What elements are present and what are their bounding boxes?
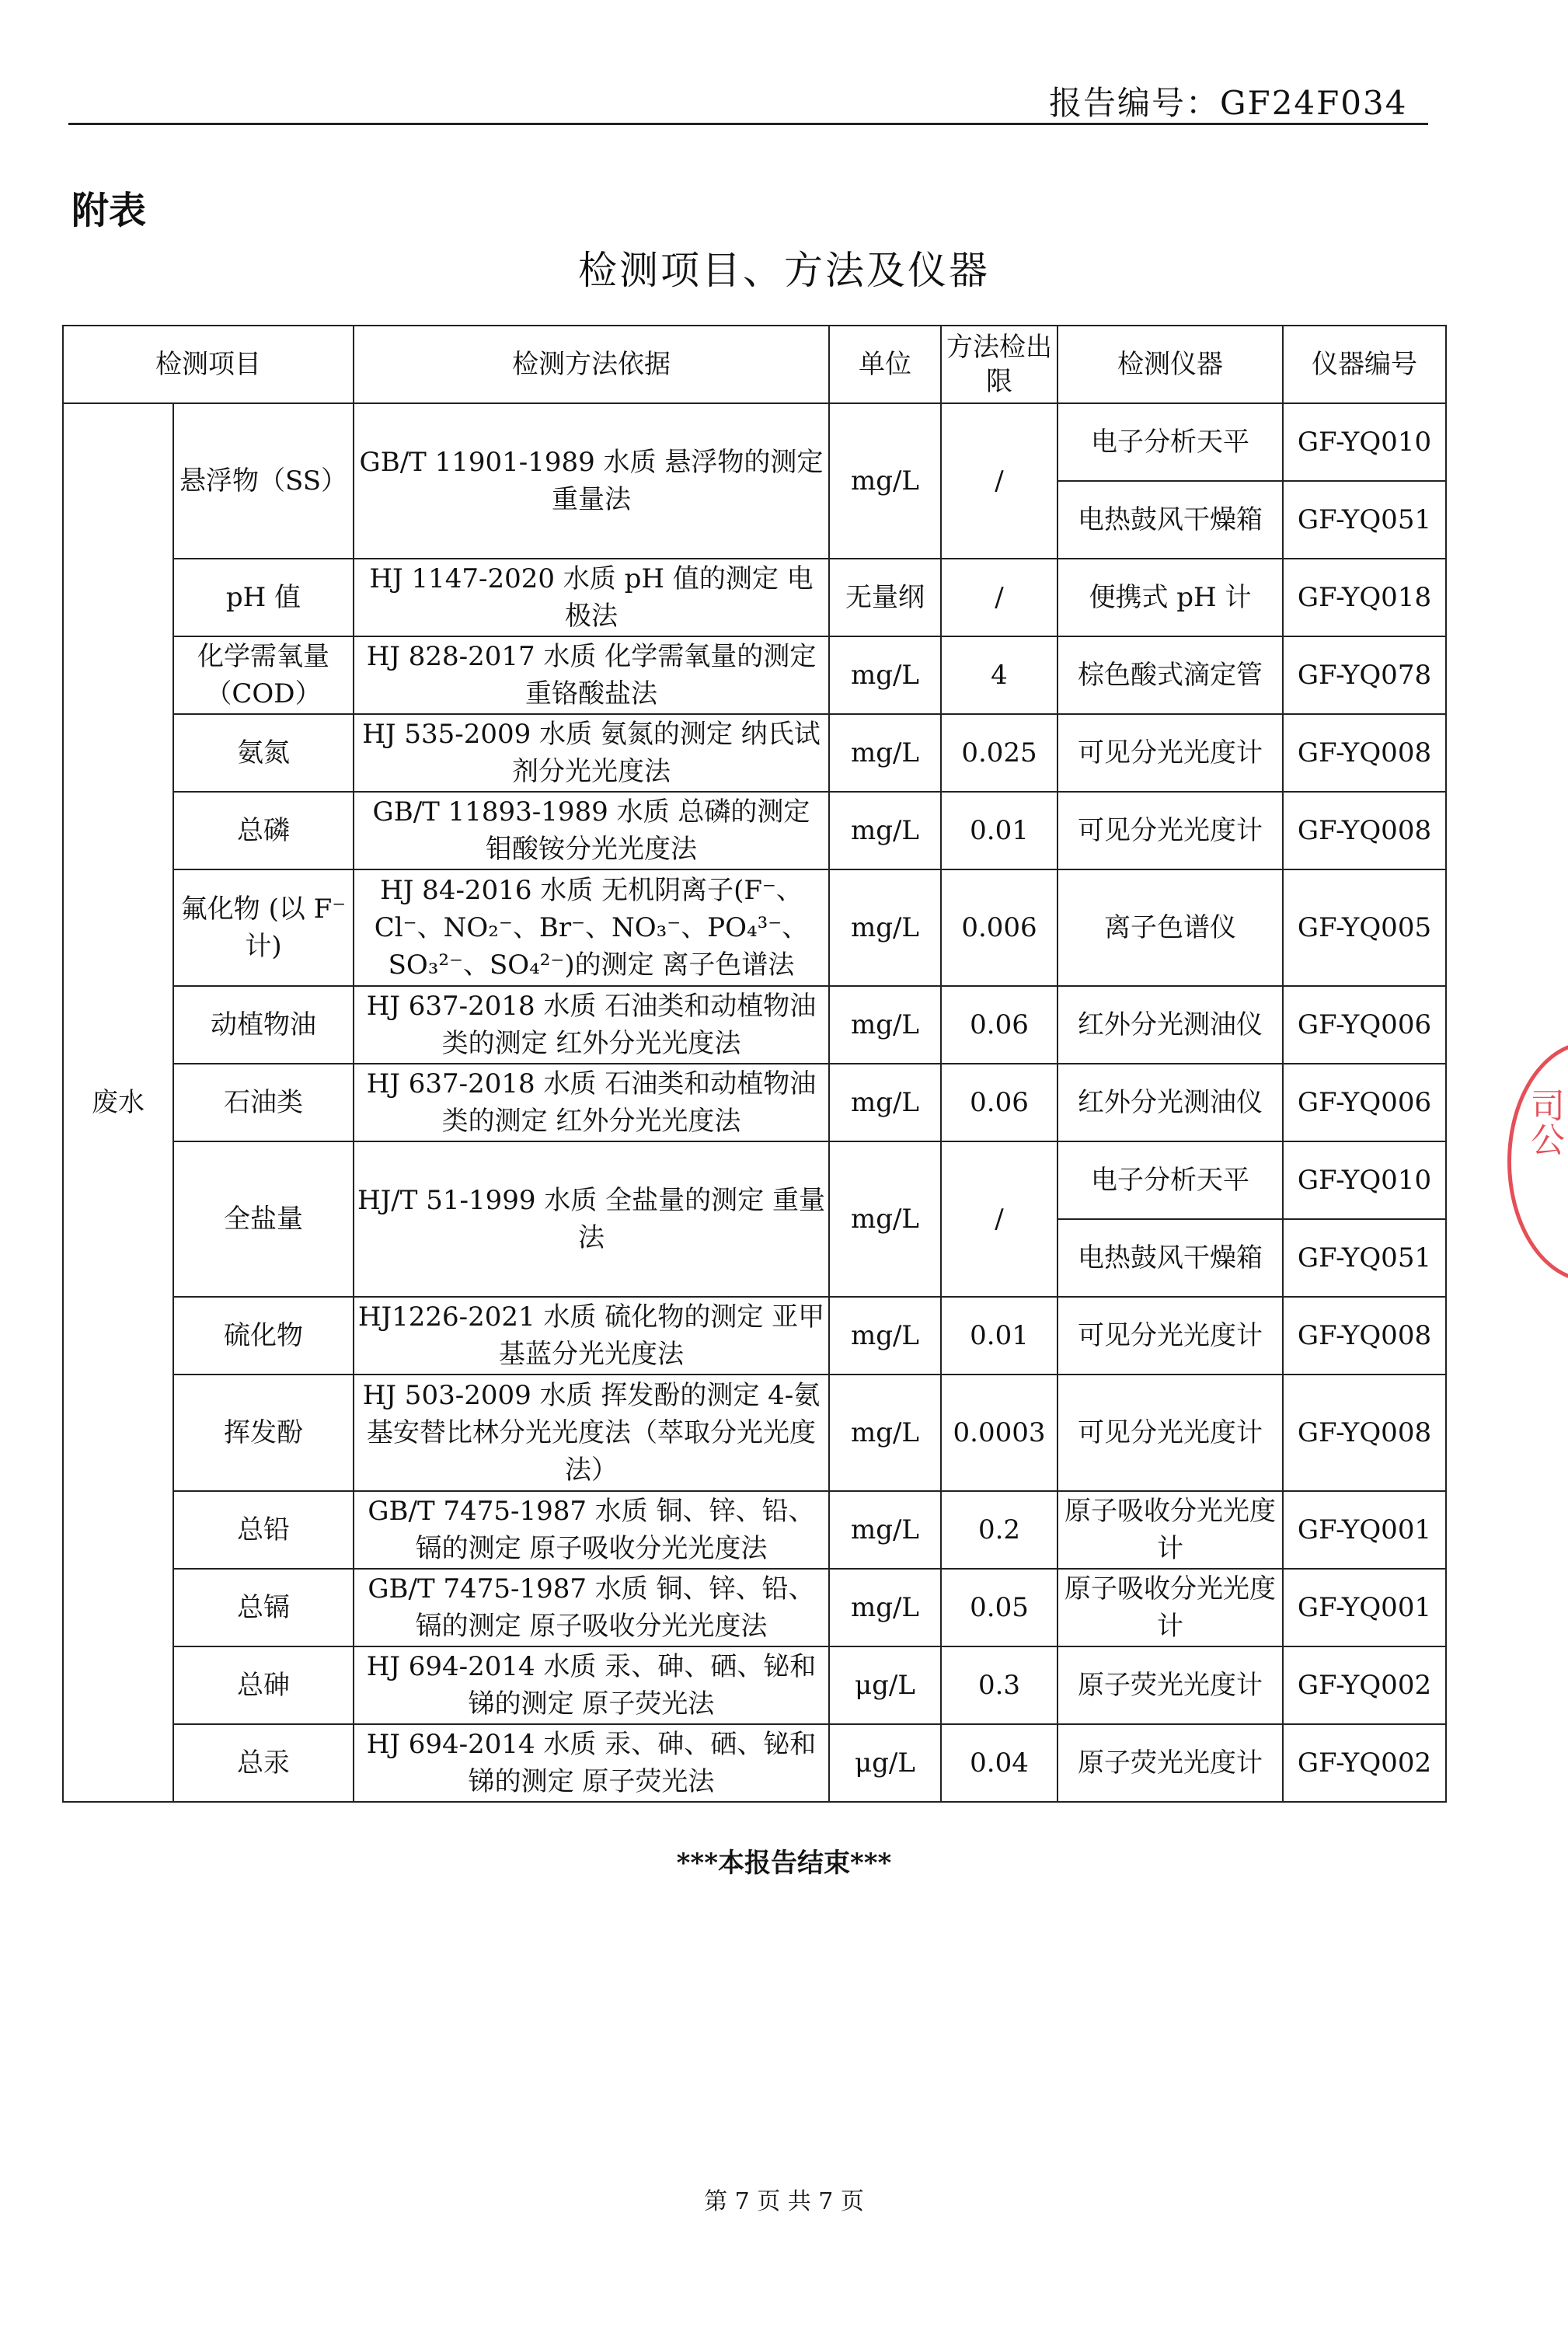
page-title: 检测项目、方法及仪器	[578, 248, 990, 293]
instrument-no-cell: GF-YQ001	[1283, 1569, 1446, 1646]
item-cell: 总磷	[173, 792, 354, 869]
header-instrument: 检测仪器	[1058, 326, 1283, 403]
header-limit: 方法检出限	[941, 326, 1058, 403]
table-row	[63, 1141, 1446, 1219]
page-footer: 第 7 页 共 7 页	[704, 2188, 864, 2215]
instrument-no-cell: GF-YQ051	[1283, 481, 1446, 559]
instrument-no-cell: GF-YQ006	[1283, 986, 1446, 1064]
method-cell: HJ 84-2016 水质 无机阴离子(F⁻、Cl⁻、NO₂⁻、Br⁻、NO₃⁻、PO₄³⁻、SO₃²⁻、SO₄²⁻)的测定 离子色谱法	[354, 869, 829, 986]
item-cell: 氨氮	[173, 714, 354, 792]
limit-cell: 0.006	[941, 869, 1058, 986]
header-item: 检测项目	[63, 326, 354, 403]
instrument-no-cell: GF-YQ008	[1283, 1375, 1446, 1491]
method-cell: HJ/T 51-1999 水质 全盐量的测定 重量法	[354, 1141, 829, 1297]
table-row	[63, 792, 1446, 869]
table-row	[63, 1724, 1446, 1802]
method-cell: HJ 637-2018 水质 石油类和动植物油类的测定 红外分光光度法	[354, 1064, 829, 1141]
instrument-cell: 原子荧光光度计	[1058, 1724, 1283, 1802]
method-cell: HJ 1147-2020 水质 pH 值的测定 电极法	[354, 559, 829, 636]
seal-stamp	[1507, 1041, 1568, 1282]
item-cell: 总砷	[173, 1646, 354, 1724]
table-row	[63, 1646, 1446, 1724]
report-number: 报告编号：GF24F034	[1049, 84, 1408, 122]
limit-cell: 0.2	[941, 1491, 1058, 1569]
table-header-row	[63, 326, 1446, 403]
item-cell: 悬浮物（SS）	[173, 403, 354, 559]
method-cell: HJ1226-2021 水质 硫化物的测定 亚甲基蓝分光光度法	[354, 1297, 829, 1375]
instrument-cell: 可见分光光度计	[1058, 792, 1283, 869]
item-cell: 化学需氧量（COD）	[173, 636, 354, 714]
limit-cell: 0.04	[941, 1724, 1058, 1802]
limit-cell: 0.06	[941, 986, 1058, 1064]
limit-cell: 4	[941, 636, 1058, 714]
limit-cell: 0.01	[941, 792, 1058, 869]
seal-stamp-text: 司公	[1524, 1088, 1564, 1156]
instrument-cell: 电子分析天平	[1058, 403, 1283, 481]
header-divider	[68, 123, 1428, 125]
unit-cell: mg/L	[829, 792, 941, 869]
instrument-cell: 原子荧光光度计	[1058, 1646, 1283, 1724]
table-row	[63, 1375, 1446, 1491]
instrument-cell: 可见分光光度计	[1058, 1375, 1283, 1491]
instrument-cell: 原子吸收分光光度计	[1058, 1569, 1283, 1646]
table-row	[63, 1064, 1446, 1141]
table-body	[63, 403, 1446, 1802]
unit-cell: mg/L	[829, 986, 941, 1064]
limit-cell: /	[941, 403, 1058, 559]
instrument-no-cell: GF-YQ006	[1283, 1064, 1446, 1141]
limit-cell: 0.05	[941, 1569, 1058, 1646]
instrument-cell: 可见分光光度计	[1058, 714, 1283, 792]
table-row	[63, 403, 1446, 481]
unit-cell: 无量纲	[829, 559, 941, 636]
limit-cell: /	[941, 559, 1058, 636]
instrument-no-cell: GF-YQ002	[1283, 1724, 1446, 1802]
table-row	[63, 1297, 1446, 1375]
instrument-no-cell: GF-YQ018	[1283, 559, 1446, 636]
limit-cell: 0.3	[941, 1646, 1058, 1724]
limit-cell: /	[941, 1141, 1058, 1297]
method-cell: HJ 828-2017 水质 化学需氧量的测定 重铬酸盐法	[354, 636, 829, 714]
instrument-cell: 电热鼓风干燥箱	[1058, 1219, 1283, 1297]
unit-cell: μg/L	[829, 1646, 941, 1724]
unit-cell: mg/L	[829, 403, 941, 559]
instrument-no-cell: GF-YQ010	[1283, 403, 1446, 481]
method-cell: GB/T 7475-1987 水质 铜、锌、铅、镉的测定 原子吸收分光光度法	[354, 1569, 829, 1646]
table-row	[63, 986, 1446, 1064]
unit-cell: mg/L	[829, 1375, 941, 1491]
method-cell: GB/T 11893-1989 水质 总磷的测定 钼酸铵分光光度法	[354, 792, 829, 869]
item-cell: 总汞	[173, 1724, 354, 1802]
instrument-no-cell: GF-YQ001	[1283, 1491, 1446, 1569]
unit-cell: mg/L	[829, 1064, 941, 1141]
item-cell: 动植物油	[173, 986, 354, 1064]
test-methods-table	[62, 325, 1447, 1803]
table-row	[63, 869, 1446, 986]
unit-cell: mg/L	[829, 636, 941, 714]
method-cell: HJ 535-2009 水质 氨氮的测定 纳氏试剂分光光度法	[354, 714, 829, 792]
header-instrument-no: 仪器编号	[1283, 326, 1446, 403]
item-cell: 氟化物 (以 F⁻ 计)	[173, 869, 354, 986]
item-cell: pH 值	[173, 559, 354, 636]
item-cell: 硫化物	[173, 1297, 354, 1375]
unit-cell: mg/L	[829, 1491, 941, 1569]
method-cell: GB/T 7475-1987 水质 铜、锌、铅、镉的测定 原子吸收分光光度法	[354, 1491, 829, 1569]
instrument-no-cell: GF-YQ008	[1283, 714, 1446, 792]
instrument-no-cell: GF-YQ051	[1283, 1219, 1446, 1297]
item-cell: 总铅	[173, 1491, 354, 1569]
limit-cell: 0.0003	[941, 1375, 1058, 1491]
unit-cell: μg/L	[829, 1724, 941, 1802]
table-row	[63, 1491, 1446, 1569]
table-row	[63, 559, 1446, 636]
method-cell: HJ 694-2014 水质 汞、砷、硒、铋和锑的测定 原子荧光法	[354, 1646, 829, 1724]
table-row	[63, 714, 1446, 792]
table-row	[63, 636, 1446, 714]
table-row	[63, 1569, 1446, 1646]
item-cell: 石油类	[173, 1064, 354, 1141]
method-cell: HJ 694-2014 水质 汞、砷、硒、铋和锑的测定 原子荧光法	[354, 1724, 829, 1802]
limit-cell: 0.01	[941, 1297, 1058, 1375]
instrument-cell: 电子分析天平	[1058, 1141, 1283, 1219]
header-method: 检测方法依据	[354, 326, 829, 403]
unit-cell: mg/L	[829, 869, 941, 986]
item-cell: 全盐量	[173, 1141, 354, 1297]
unit-cell: mg/L	[829, 1141, 941, 1297]
instrument-cell: 便携式 pH 计	[1058, 559, 1283, 636]
instrument-cell: 红外分光测油仪	[1058, 986, 1283, 1064]
unit-cell: mg/L	[829, 1297, 941, 1375]
instrument-no-cell: GF-YQ008	[1283, 792, 1446, 869]
limit-cell: 0.025	[941, 714, 1058, 792]
instrument-cell: 电热鼓风干燥箱	[1058, 481, 1283, 559]
item-cell: 总镉	[173, 1569, 354, 1646]
instrument-no-cell: GF-YQ005	[1283, 869, 1446, 986]
header-unit: 单位	[829, 326, 941, 403]
instrument-cell: 棕色酸式滴定管	[1058, 636, 1283, 714]
limit-cell: 0.06	[941, 1064, 1058, 1141]
end-note: ***本报告结束***	[676, 1848, 892, 1879]
instrument-cell: 红外分光测油仪	[1058, 1064, 1283, 1141]
unit-cell: mg/L	[829, 1569, 941, 1646]
unit-cell: mg/L	[829, 714, 941, 792]
item-cell: 挥发酚	[173, 1375, 354, 1491]
instrument-cell: 离子色谱仪	[1058, 869, 1283, 986]
instrument-cell: 原子吸收分光光度计	[1058, 1491, 1283, 1569]
instrument-no-cell: GF-YQ010	[1283, 1141, 1446, 1219]
instrument-cell: 可见分光光度计	[1058, 1297, 1283, 1375]
instrument-no-cell: GF-YQ008	[1283, 1297, 1446, 1375]
category-cell: 废水	[63, 403, 173, 1802]
method-cell: HJ 503-2009 水质 挥发酚的测定 4-氨基安替比林分光光度法（萃取分光光度法）	[354, 1375, 829, 1491]
method-cell: GB/T 11901-1989 水质 悬浮物的测定 重量法	[354, 403, 829, 559]
instrument-no-cell: GF-YQ002	[1283, 1646, 1446, 1724]
method-cell: HJ 637-2018 水质 石油类和动植物油类的测定 红外分光光度法	[354, 986, 829, 1064]
appendix-label: 附表	[71, 189, 147, 232]
instrument-no-cell: GF-YQ078	[1283, 636, 1446, 714]
